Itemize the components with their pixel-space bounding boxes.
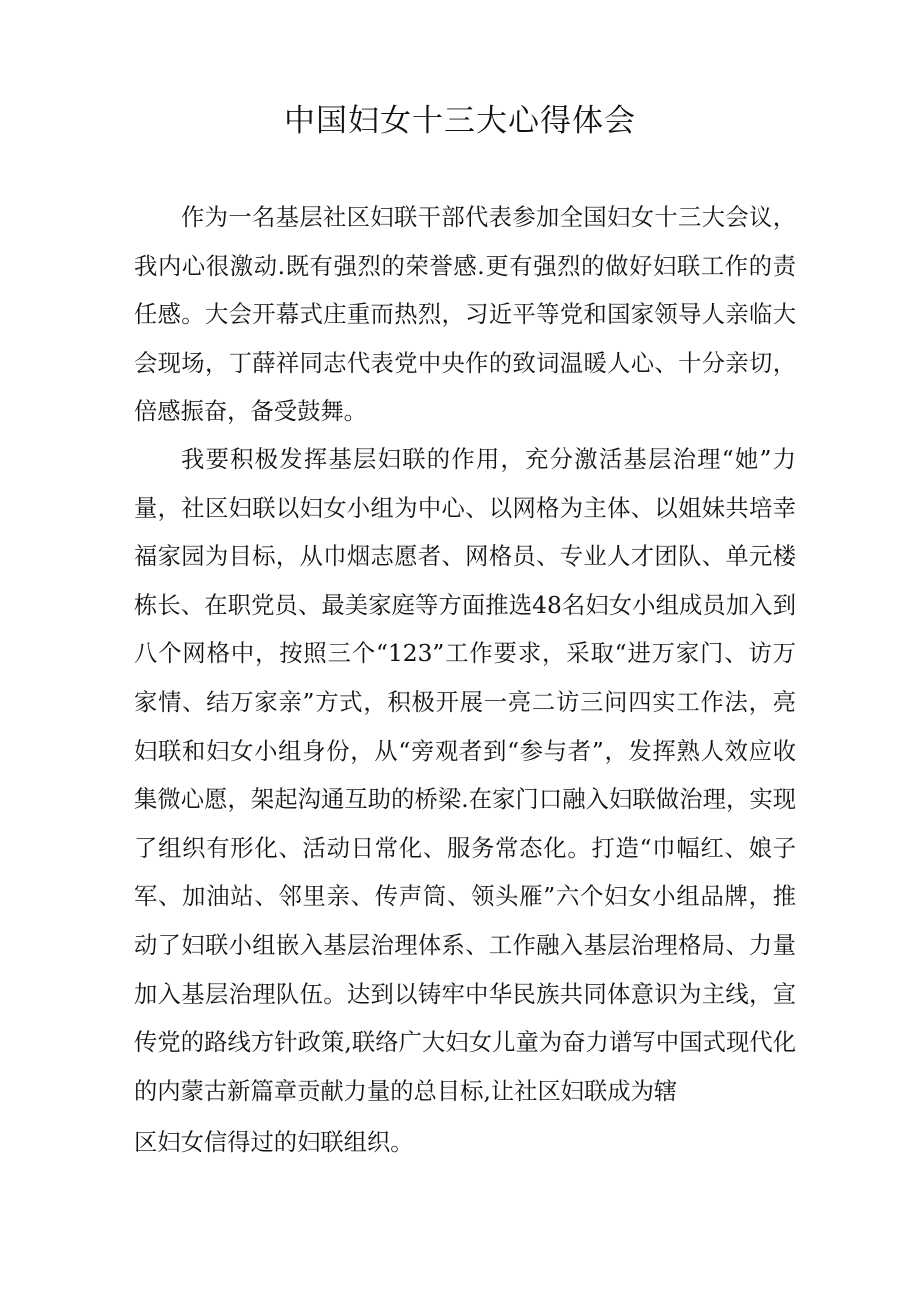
paragraph-3: 区妇女信得过的妇联组织。 [134, 1129, 414, 1156]
paragraph-2: 我要积极发挥基层妇联的作用，充分激活基层治理“她”力量，社区妇联以妇女小组为中心、以网格为主体、以姐妹共培幸福家园为目标，从巾烟志愿者、网格员、专业人才团队、单元楼栋长、在职党员、最美家庭等方面推选48名妇女小组成员加入到八个网格中，按照三个“123”工作要求，采取“进万家门、访万家情、结万家亲”方式，积极开展一亮二访三问四实工作法，亮妇联和妇女小组身份，从“旁观者到“参与者”，发挥熟人效应收集微心愿，架起沟通互助的桥梁.在家门口融入妇联做治理，实现了组织有形化、活动日常化、服务常态化。打造“巾幅红、娘子军、加油站、邻里亲、传声筒、领头雁”六个妇女小组品牌，推动了妇联小组嵌入基层治理体系、工作融入基层治理格局、力量加入基层治理队伍。达到以铸牢中华民族共同体意识为主线，宣传党的路线方针政策,联络广大妇女儿童为奋力谱写中国式现代化的内蒙古新篇章贡献力量的总目标,让社区妇联成为辖 [134, 446, 796, 1105]
document-title: 中国妇女十三大心得体会 [284, 103, 636, 139]
paragraph-1: 作为一名基层社区妇联干部代表参加全国妇女十三大会议，我内心很激动.既有强烈的荣誉感.更有强烈的做好妇联工作的责任感。大会开幕式庄重而热烈，习近平等党和国家领导人亲临大会现场，丁薛祥同志代表党中央作的致词温暖人心、十分亲切，倍感振奋，备受鼓舞。 [134, 204, 796, 426]
